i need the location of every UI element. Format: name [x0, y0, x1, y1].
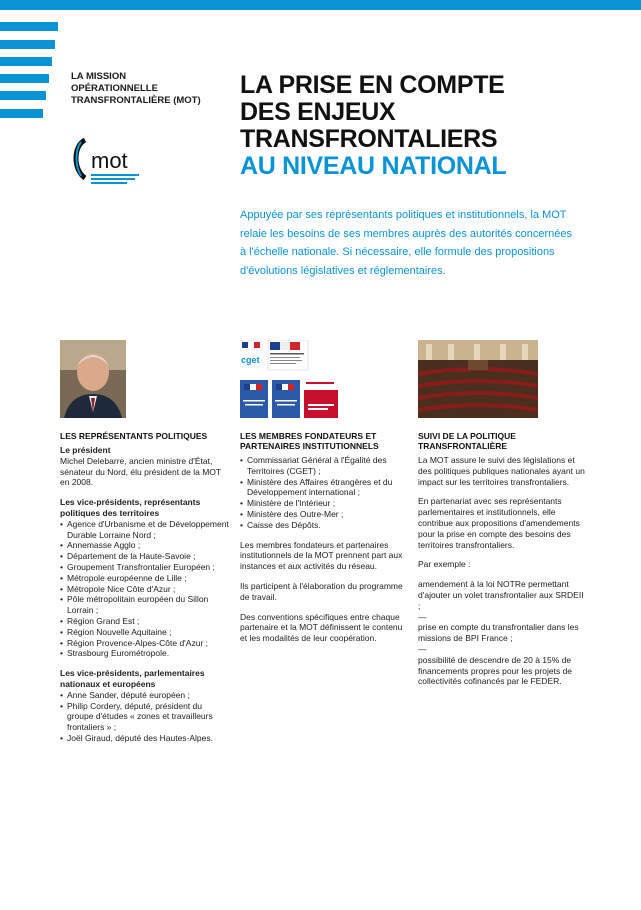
policy-column: [418, 340, 588, 687]
svg-text:cget: cget: [241, 355, 260, 365]
founders-paragraph-1: Les membres fondateurs et partenaires institutionnels de la MOT prennent part aux instances et aux activités du réseau.: [240, 539, 403, 572]
list-item: • Région Grand Est ;: [60, 616, 230, 627]
list-item: • Agence d'Urbanisme et de Développement Durable Lorraine Nord ;: [60, 519, 230, 541]
policy-heading: SUIVI DE LA POLITIQUE TRANSFRONTALIÈRE: [418, 431, 516, 451]
founders-paragraph-3: Des conventions spécifiques entre chaque partenaire et la MOT définissent le contenu et les modalités de leur coopération.: [240, 611, 403, 644]
president-photo: [60, 340, 126, 418]
representatives-heading: LES REPRÉSENTANTS POLITIQUES: [60, 431, 208, 441]
vice-presidents-list: [60, 519, 230, 659]
mot-logo-icon: [71, 136, 161, 188]
list-item: • Ministère des Affaires étrangères et du Développement international ;: [240, 477, 410, 499]
ministere-outre-mer-logo-icon: [272, 380, 300, 418]
example-3: possibilité de descendre de 20 à 15% de financements propres pour les projets de collectivités cofinancés par le FEDER.: [418, 654, 573, 687]
logo-text: mot: [91, 148, 128, 173]
list-item: • Caisse des Dépôts.: [240, 520, 410, 531]
list-item: • Groupement Transfrontalier Européen ;: [60, 562, 230, 573]
list-item: • Métropole européenne de Lille ;: [60, 573, 230, 584]
ministere-interieur-logo-icon: [240, 380, 268, 418]
list-item: • Région Nouvelle Aquitaine ;: [60, 627, 230, 638]
example-separator: —: [418, 643, 427, 654]
president-text: Michel Delebarre, ancien ministre d'État, sénateur du Nord, élu président de la MOT en 2008.: [60, 455, 221, 488]
list-item: • Philip Cordery, député, président du groupe d'études « zones et travailleurs frontaliers » ;: [60, 701, 230, 733]
list-item: • Strasbourg Eurométropole.: [60, 648, 230, 659]
list-item: • Département de la Haute-Savoie ;: [60, 551, 230, 562]
example-1: amendement à la loi NOTRe permettant d'ajouter un volet transfrontalier aux SRDEII ;: [418, 579, 584, 611]
list-item: • Commissariat Général à l'Égalité des Territoires (CGET) ;: [240, 455, 410, 477]
example-2: prise en compte du transfrontalier dans les missions de BPI France ;: [418, 622, 579, 644]
republique-francaise-logo-icon: [268, 340, 308, 370]
example-label: Par exemple :: [418, 559, 471, 570]
cget-logo-icon: [240, 340, 262, 366]
list-item: • Joël Giraud, député des Hautes-Alpes.: [60, 733, 230, 744]
list-item: • Pôle métropolitain européen du Sillon Lorrain ;: [60, 594, 230, 616]
list-item: • Anne Sander, député européen ;: [60, 690, 230, 701]
top-accent-bar: [0, 0, 641, 10]
assembly-photo: [418, 340, 538, 418]
intro-paragraph: Appuyée par ses représentants politiques et institutionnels, la MOT relaie les besoins de ses membres auprès des autorités concernées à l'échelle nationale. Si nécessaire, elle formule des propositions d'évolutions législatives et réglementaires.: [240, 209, 573, 277]
parliamentarians-list: [60, 690, 230, 744]
caisse-des-depots-logo-icon: [304, 380, 338, 418]
policy-paragraph-1: La MOT assure le suivi des législations et des politiques publiques nationales ayant un impact sur les territoires transfrontaliers.: [418, 455, 585, 487]
representatives-column: [60, 340, 230, 744]
founders-column: [240, 340, 410, 644]
page-title: LA PRISE EN COMPTE DES ENJEUX TRANSFRONTALIERS AU NIVEAU NATIONAL: [240, 71, 507, 180]
example-separator: —: [418, 611, 427, 622]
list-item: • Ministère de l'Intérieur ;: [240, 498, 410, 509]
founders-list: [240, 455, 410, 531]
parliamentarians-label: Les vice-présidents, parlementaires nationaux et européens: [60, 668, 205, 689]
founders-heading: LES MEMBRES FONDATEURS ET PARTENAIRES INSTITUTIONNELS: [240, 431, 379, 451]
president-label: Le président: [60, 445, 111, 455]
institutional-logos: [240, 340, 370, 418]
list-item: • Annemasse Agglo ;: [60, 540, 230, 551]
founders-paragraph-2: Ils participent à l'élaboration du programme de travail.: [240, 580, 403, 602]
organization-name: LA MISSION OPÉRATIONNELLE TRANSFRONTALIÈRE (MOT): [71, 71, 201, 106]
policy-paragraph-2: En partenariat avec ses représentants parlementaires et institutionnels, elle contribue aux propositions d'amendements pour la prise en compte des besoins des territoires transfrontaliers.: [418, 496, 580, 550]
vice-presidents-label: Les vice-présidents, représentants politiques des territoires: [60, 497, 201, 518]
list-item: • Région Provence-Alpes-Côte d'Azur ;: [60, 638, 230, 649]
list-item: • Ministère des Outre-Mer ;: [240, 509, 410, 520]
list-item: • Métropole Nice Côte d'Azur ;: [60, 584, 230, 595]
